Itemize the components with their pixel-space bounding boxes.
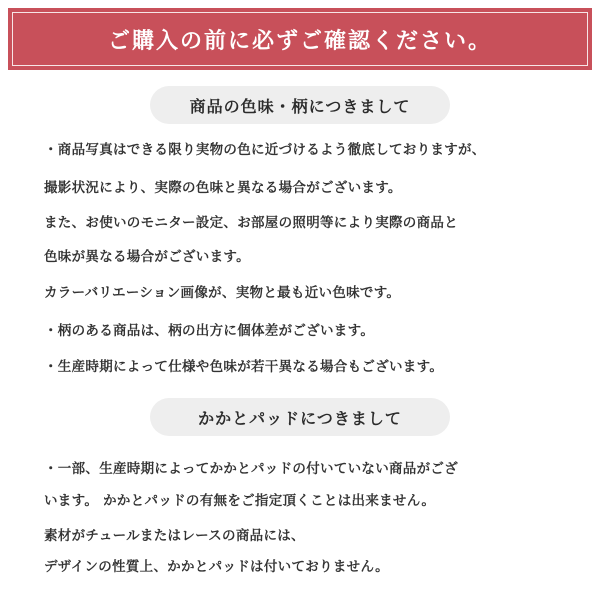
notice-line: ・柄のある商品は、柄の出方に個体差がございます。 bbox=[44, 323, 375, 339]
notice-line: 素材がチュールまたはレースの商品には、 bbox=[44, 528, 305, 544]
notice-banner bbox=[8, 8, 592, 70]
notice-line: デザインの性質上、かかとパッドは付いておりません。 bbox=[44, 559, 389, 575]
notice-line: ・一部、生産時期によってかかとパッドの付いていない商品がござ bbox=[44, 461, 458, 477]
section-heading-heel-pad: かかとパッドにつきまして bbox=[150, 398, 450, 436]
notice-line: 色味が異なる場合がございます。 bbox=[44, 249, 250, 265]
notice-line: カラーバリエーション画像が、実物と最も近い色味です。 bbox=[44, 285, 401, 301]
banner-title: ご購入の前に必ずご確認ください。 bbox=[107, 28, 492, 54]
notice-line: ・生産時期によって仕様や色味が若干異なる場合もございます。 bbox=[44, 359, 444, 375]
notice-line: 撮影状況により、実際の色味と異なる場合がございます。 bbox=[44, 180, 402, 196]
section-heading-color-pattern: 商品の色味・柄につきまして bbox=[150, 86, 450, 124]
notice-line: また、お使いのモニター設定、お部屋の照明等により実際の商品と bbox=[44, 215, 458, 231]
notice-line: ・商品写真はできる限り実物の色に近づけるよう徹底しておりますが、 bbox=[44, 142, 486, 158]
notice-line: います。 かかとパッドの有無をご指定頂くことは出来ません。 bbox=[44, 493, 436, 509]
